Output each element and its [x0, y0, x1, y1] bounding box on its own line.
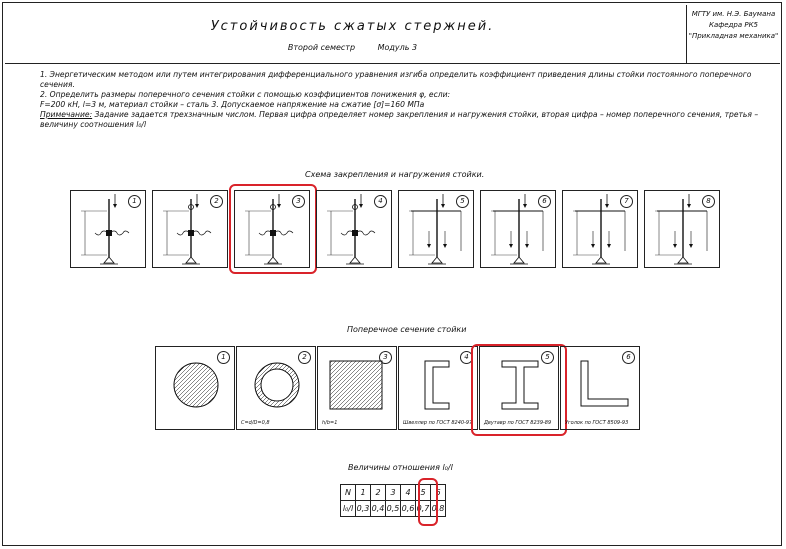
stamp-line: Кафедра РК5	[709, 21, 758, 29]
selected-section-highlight	[471, 344, 567, 436]
section-number: 4	[460, 351, 473, 364]
section-number: 1	[217, 351, 230, 364]
ratio-title: Величины отношения l₀/l	[348, 463, 453, 472]
sections-title: Поперечное сечение стойки	[347, 325, 467, 334]
scheme-panel-7	[562, 190, 638, 268]
ratio-number-cell: 6	[431, 485, 446, 501]
ratio-value-cell: 0,3	[356, 501, 371, 517]
ratio-row-label: l₀/l	[341, 501, 356, 517]
ratio-number-cell: 2	[371, 485, 386, 501]
section-caption: Швеллер по ГОСТ 8240-97	[403, 420, 473, 426]
ratio-value-cell: 0,5	[386, 501, 401, 517]
note-label: Примечание:	[40, 110, 93, 119]
task-line-3: F=200 кН, l=3 м, материал стойки – сталь 3. Допускаемое напряжение на сжатие [σ]=160 МПа	[40, 100, 425, 109]
selected-scheme-highlight	[229, 184, 317, 274]
section-caption: Уголок по ГОСТ 8509-93	[565, 420, 629, 426]
section-number: 5	[541, 351, 554, 364]
module-label: Модуль 3	[377, 43, 418, 52]
task-line-1: 1. Энергетическим методом или путем интегрирования дифференциального уравнения изгиба определить коэффициент приведения длины стойки постоянного поперечного сечения.	[40, 70, 752, 89]
scheme-number: 1	[128, 195, 141, 208]
section-row	[155, 346, 640, 431]
task-text	[40, 70, 760, 130]
section-caption: Двутавр по ГОСТ 8239-89	[484, 420, 552, 426]
semester-label: Второй семестр	[287, 43, 356, 52]
stamp-line: МГТУ им. Н.Э. Баумана	[691, 10, 776, 18]
scheme-panel-8	[644, 190, 720, 268]
ratio-number-cell: 4	[401, 485, 416, 501]
scheme-row	[70, 190, 720, 270]
scheme-number: 8	[702, 195, 715, 208]
title-block	[5, 5, 780, 64]
institution-stamp	[686, 5, 780, 63]
section-caption: C=d/D=0,8	[241, 420, 270, 426]
task-line-2: 2. Определить размеры поперечного сечения стойки с помощью коэффициентов понижения φ, если:	[40, 90, 451, 99]
scheme-panel-1	[70, 190, 146, 268]
scheme-number: 6	[538, 195, 551, 208]
ratio-value-cell: 0,6	[401, 501, 416, 517]
scheme-panel-2	[152, 190, 228, 268]
selected-ratio-highlight	[418, 478, 438, 526]
ratio-number-cell: 3	[386, 485, 401, 501]
scheme-panel-6	[480, 190, 556, 268]
ratio-value-cell: 0,8	[431, 501, 446, 517]
section-number: 3	[379, 351, 392, 364]
section-caption: h/b=1	[322, 420, 338, 426]
ratio-header-label: N	[341, 485, 356, 501]
schemes-title: Схема закрепления и нагружения стойки.	[305, 170, 485, 179]
section-panel-4	[398, 346, 478, 430]
scheme-panel-4	[316, 190, 392, 268]
scheme-panel-5	[398, 190, 474, 268]
section-panel-6	[560, 346, 640, 430]
scheme-number: 2	[210, 195, 223, 208]
ratio-value-cell: 0,7	[416, 501, 431, 517]
section-panel-1	[155, 346, 235, 430]
ratio-number-cell: 1	[356, 485, 371, 501]
subtitle	[5, 43, 700, 52]
section-panel-3	[317, 346, 397, 430]
section-number: 2	[298, 351, 311, 364]
section-panel-2	[236, 346, 316, 430]
scheme-number: 5	[456, 195, 469, 208]
task-note	[40, 110, 760, 130]
scheme-number: 3	[292, 195, 305, 208]
scheme-number: 7	[620, 195, 633, 208]
ratio-value-cell: 0,4	[371, 501, 386, 517]
note-text: Задание задается трехзначным числом. Первая цифра определяет номер закрепления и нагружения стойки, вторая цифра – номер поперечного сечения, третья – величину соотношения l₀/l	[40, 110, 759, 129]
scheme-number: 4	[374, 195, 387, 208]
page-title: Устойчивость сжатых стержней.	[210, 19, 495, 34]
ratio-number-cell: 5	[416, 485, 431, 501]
stamp-line: "Прикладная механика"	[688, 32, 779, 40]
section-number: 6	[622, 351, 635, 364]
